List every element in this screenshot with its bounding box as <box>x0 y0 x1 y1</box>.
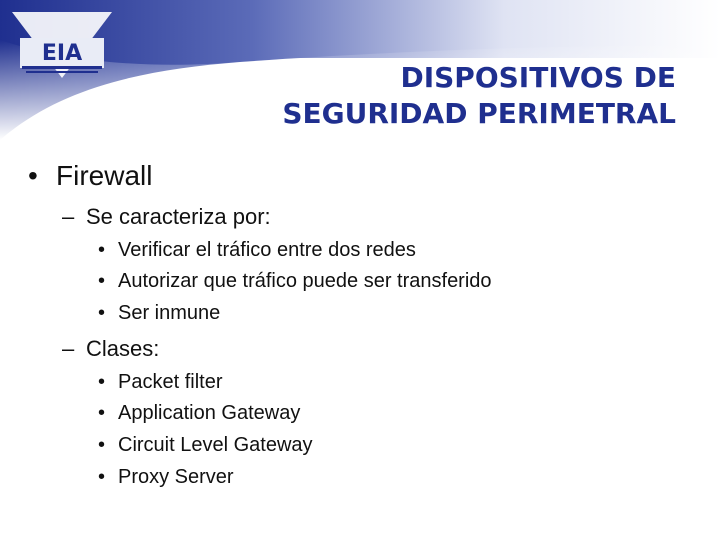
bullet-firewall <box>28 160 152 192</box>
bullet-marker: • <box>98 434 106 456</box>
list-item <box>98 302 220 325</box>
bullet-marker: • <box>98 270 106 292</box>
list-item <box>98 434 313 457</box>
bullet-marker: • <box>28 160 38 191</box>
eia-logo <box>6 8 118 82</box>
list-item <box>98 371 222 394</box>
list-item <box>98 239 416 262</box>
slide-title <box>116 60 676 132</box>
list-item-text: Packet filter <box>118 371 223 393</box>
bullet-marker: • <box>98 302 106 324</box>
logo-wordmark: EIA <box>41 41 83 66</box>
dash-marker: – <box>62 204 75 229</box>
list-item-text: Verificar el tráfico entre dos redes <box>118 239 416 261</box>
subheading-clases <box>62 336 159 362</box>
list-item-text: Proxy Server <box>118 466 234 488</box>
subheading-caracteriza <box>62 204 271 230</box>
subheading-text: Clases: <box>86 336 160 361</box>
list-item-text: Autorizar que tráfico puede ser transferido <box>118 270 492 292</box>
list-item <box>98 270 492 293</box>
bullet-marker: • <box>98 371 106 393</box>
title-line-1: DISPOSITIVOS DE <box>400 61 676 94</box>
title-line-2: SEGURIDAD PERIMETRAL <box>282 97 676 130</box>
bullet-text: Firewall <box>56 160 153 191</box>
subheading-text: Se caracteriza por: <box>86 204 271 229</box>
bullet-marker: • <box>98 402 106 424</box>
list-item-text: Application Gateway <box>118 402 301 424</box>
dash-marker: – <box>62 336 75 361</box>
list-item <box>98 466 234 489</box>
list-item-text: Ser inmune <box>118 302 221 324</box>
bullet-marker: • <box>98 466 106 488</box>
bullet-marker: • <box>98 239 106 261</box>
list-item-text: Circuit Level Gateway <box>118 434 313 456</box>
list-item <box>98 402 300 425</box>
